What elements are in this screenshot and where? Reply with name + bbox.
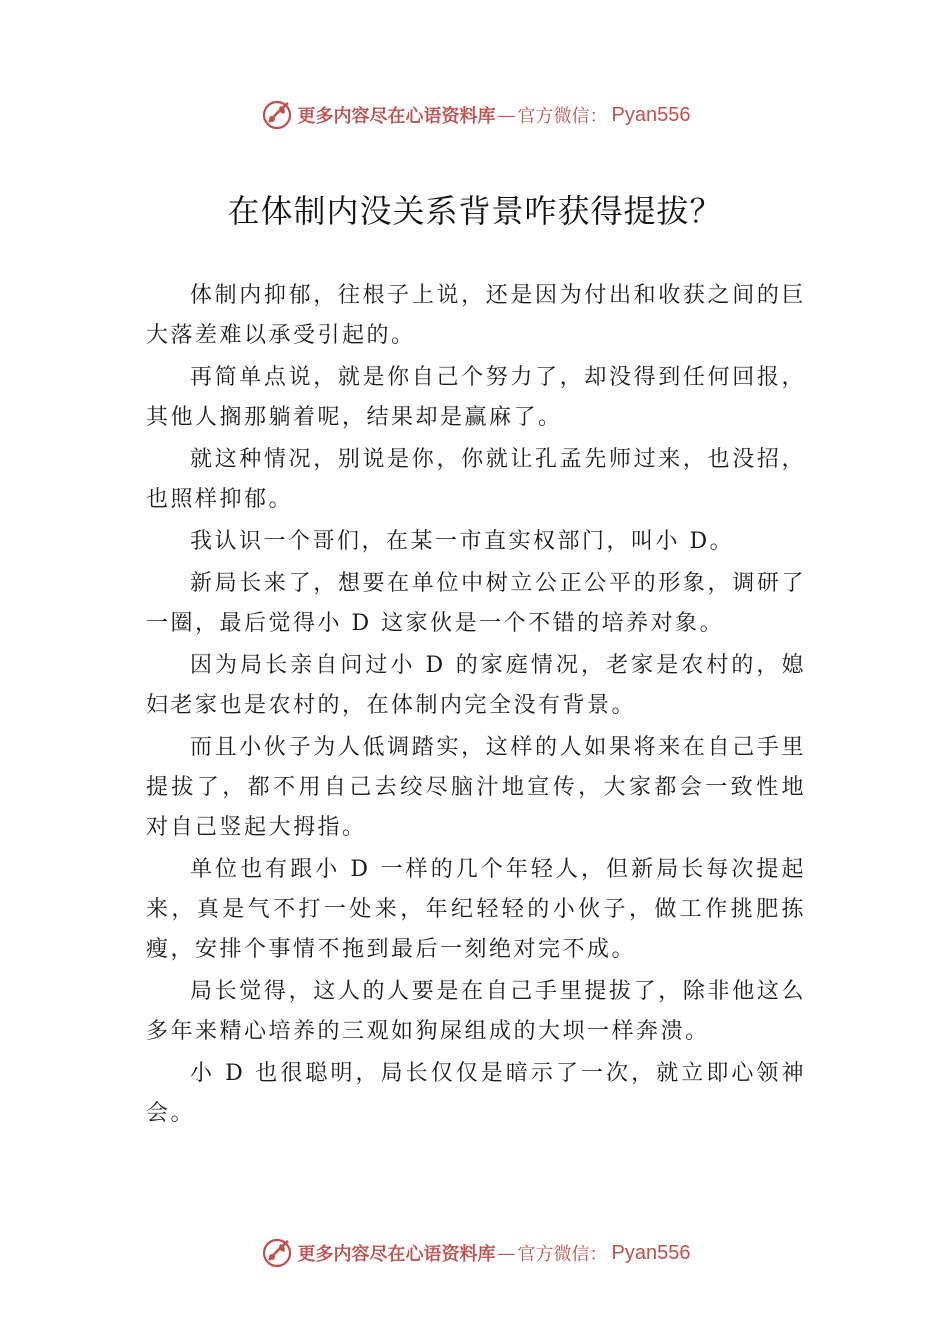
banner-wechat-label: 官方微信：: [517, 1244, 608, 1265]
paragraph: 我认识一个哥们，在某一市直实权部门，叫小 D。: [190, 529, 735, 554]
paragraph: 而且小伙子为人低调踏实，这样的人如果将来在自己手里提拔了，都不用自己去绞尽脑汁地宣传，大家都会一致性地对自己竖起大拇指。: [146, 735, 806, 840]
quill-logo-icon: [260, 1236, 294, 1270]
document-title: 在体制内没关系背景咋获得提拔？: [227, 192, 723, 230]
banner-slogan: 更多内容尽在心语资料库: [297, 106, 496, 127]
header-banner: [0, 95, 950, 135]
banner-dash: —: [497, 1242, 516, 1264]
banner-wechat-id: Pyan556: [611, 1241, 691, 1264]
banner-wechat-id: Pyan556: [611, 103, 691, 126]
banner-wechat-label: 官方微信：: [517, 106, 608, 127]
paragraph: 小 D 也很聪明，局长仅仅是暗示了一次，就立即心领神会。: [146, 1061, 806, 1126]
article-body: [146, 276, 806, 1136]
paragraph: 局长觉得，这人的人要是在自己手里提拔了，除非他这么多年来精心培养的三观如狗屎组成的大坝一样奔溃。: [146, 979, 806, 1044]
paragraph: 因为局长亲自问过小 D 的家庭情况，老家是农村的，媳妇老家也是农村的，在体制内完全没有背景。: [146, 653, 806, 718]
banner-dash: —: [497, 104, 516, 126]
paragraph: 体制内抑郁，往根子上说，还是因为付出和收获之间的巨大落差难以承受引起的。: [146, 283, 806, 348]
banner-slogan: 更多内容尽在心语资料库: [297, 1244, 496, 1265]
paragraph: 单位也有跟小 D 一样的几个年轻人，但新局长每次提起来，真是气不打一处来，年纪轻轻的小伙子，做工作挑肥拣瘦，安排个事情不拖到最后一刻绝对完不成。: [146, 857, 806, 962]
paragraph: 新局长来了，想要在单位中树立公正公平的形象，调研了一圈，最后觉得小 D 这家伙是一个不错的培养对象。: [146, 571, 806, 636]
footer-banner: [0, 1233, 950, 1273]
paragraph: 就这种情况，别说是你，你就让孔孟先师过来，也没招，也照样抑郁。: [146, 447, 806, 512]
paragraph: 再简单点说，就是你自己个努力了，却没得到任何回报，其他人搁那躺着呢，结果却是赢麻了。: [146, 365, 806, 430]
quill-logo-icon: [260, 98, 294, 132]
